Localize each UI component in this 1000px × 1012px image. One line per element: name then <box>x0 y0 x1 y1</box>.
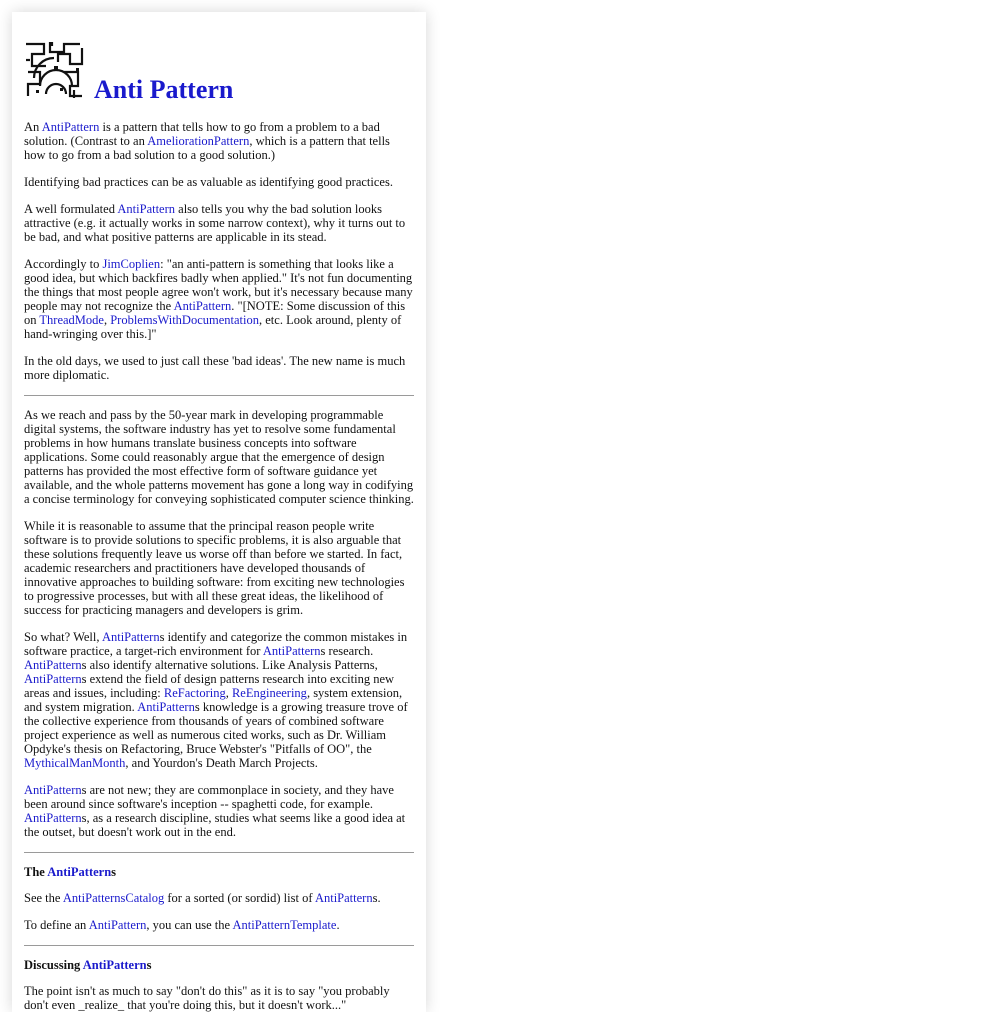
link-antipattern[interactable]: AntiPattern <box>101 630 160 644</box>
link-antipattern[interactable]: AntiPattern <box>24 783 82 797</box>
page <box>12 12 426 1012</box>
divider <box>24 945 414 946</box>
link-jimcoplien[interactable]: JimCoplien <box>102 257 161 271</box>
link-antipattern[interactable]: AntiPattern <box>41 120 100 134</box>
paragraph-coplien: Accordingly to JimCoplien: "an anti-pattern is something that looks like a good idea, but which backfires badly when applied." It's not fun documenting the things that most people agree won't work, but it's necessary because many people may not recognize the AntiPattern. "[NOTE: Some discussion of this on ThreadMode, ProblemsWithDocumentation, etc. Look around, plenty of hand-wringing over this.]" <box>24 257 413 341</box>
link-antipattern[interactable]: AntiPattern <box>88 918 147 932</box>
link-antipattern[interactable]: AntiPattern <box>262 644 321 658</box>
link-antipatternscatalog[interactable]: AntiPatternsCatalog <box>62 891 165 905</box>
page-header <box>24 12 414 120</box>
paragraph-principal-reason: While it is reasonable to assume that the principal reason people write software is to provide solutions to specific problems, it is also arguable that these solutions frequently leave us worse off than before we started. In fact, academic researchers and practitioners have developed thousands of innovative approaches to building software: from exciting new technologies to progressive processes, but with all these great ideas, the likelihood of success for practicing managers and developers is grim. <box>24 519 405 617</box>
paragraph-not-new: AntiPatterns are not new; they are commonplace in society, and they have been around since software's inception -- spaghetti code, for example. AntiPatterns, as a research discipline, studies what seems like a good idea at the outset, but doesn't work out in the end. <box>24 783 406 839</box>
paragraph-old-days: In the old days, we used to just call these 'bad ideas'. The new name is much more diplomatic. <box>24 354 406 382</box>
divider <box>24 395 414 396</box>
link-threadmode[interactable]: ThreadMode <box>39 313 104 327</box>
page-title <box>94 75 233 105</box>
link-mythicalmanmonth[interactable]: MythicalManMonth <box>24 756 126 770</box>
paragraph-bad-practices: Identifying bad practices can be as valuable as identifying good practices. <box>24 175 393 189</box>
paragraph-so-what: So what? Well, AntiPatterns identify and categorize the common mistakes in software practice, a target-rich environment for AntiPatterns research. AntiPatterns also identify alternative solutions. Like Analysis Patterns, AntiPatterns extend the field of design patterns research into exciting new areas and issues, including: ReFactoring, ReEngineering, system extension, and system migration. AntiPatterns knowledge is a growing treasure trove of the collective experience from thousands of years of combined software project experience as well as numerous cited works, such as Dr. William Opdyke's thesis on Refactoring, Bruce Webster's "Pitfalls of OO", the MythicalManMonth, and Yourdon's Death March Projects. <box>24 630 408 770</box>
paragraph-well-formulated: A well formulated AntiPattern also tells you why the bad solution looks attractive (e.g. it actually works in some narrow context), why it turns out to be bad, and what positive patterns are applicable in its stead. <box>24 202 406 244</box>
link-antipattern[interactable]: AntiPattern <box>24 811 82 825</box>
link-problemswithdocumentation[interactable]: ProblemsWithDocumentation <box>110 313 259 327</box>
paragraph-point: The point isn't as much to say "don't do this" as it is to say "you probably don't even _realize_ that you're doing this, but it doesn't work..." <box>24 984 390 1012</box>
paragraph-50-year: As we reach and pass by the 50-year mark in developing programmable digital systems, the software industry has yet to resolve some fundamental problems in how humans translate business concepts into software applications. Some could reasonably argue that the emergence of design patterns has provided the most effective form of software guidance yet available, and the whole patterns movement has gone a long way in codifying a concise terminology for conveying sophisticated computer science thinking. <box>24 408 414 506</box>
link-antipatterntemplate[interactable]: AntiPatternTemplate <box>232 918 337 932</box>
link-antipattern[interactable]: AntiPattern <box>24 658 82 672</box>
title-link[interactable]: Anti Pattern <box>94 75 234 104</box>
section-heading-discussing: Discussing AntiPatterns <box>24 958 152 972</box>
link-ameliorationpattern[interactable]: AmeliorationPattern <box>147 134 250 148</box>
link-antipattern[interactable]: AntiPattern <box>82 958 147 972</box>
link-refactoring[interactable]: ReFactoring <box>163 686 226 700</box>
link-antipattern[interactable]: AntiPattern <box>24 672 82 686</box>
link-antipattern[interactable]: AntiPattern <box>173 299 232 313</box>
content <box>24 12 414 1012</box>
link-antipattern[interactable]: AntiPattern <box>117 202 176 216</box>
link-antipattern[interactable]: AntiPattern <box>137 700 195 714</box>
divider <box>24 852 414 853</box>
link-reengineering[interactable]: ReEngineering <box>231 686 307 700</box>
link-antipattern[interactable]: AntiPattern <box>47 865 112 879</box>
paragraph-template: To define an AntiPattern, you can use the AntiPatternTemplate. <box>24 918 340 932</box>
paragraph-catalog: See the AntiPatternsCatalog for a sorted (or sordid) list of AntiPatterns. <box>24 891 381 905</box>
wiki-logo-icon <box>24 40 85 99</box>
section-heading-the-antipatterns: The AntiPatterns <box>24 865 117 879</box>
link-antipattern[interactable]: AntiPattern <box>314 891 373 905</box>
intro-paragraph: An AntiPattern is a pattern that tells how to go from a problem to a bad solution. (Contrast to an AmeliorationPattern, which is a pattern that tells how to go from a bad solution to a good solution.) <box>24 120 390 162</box>
